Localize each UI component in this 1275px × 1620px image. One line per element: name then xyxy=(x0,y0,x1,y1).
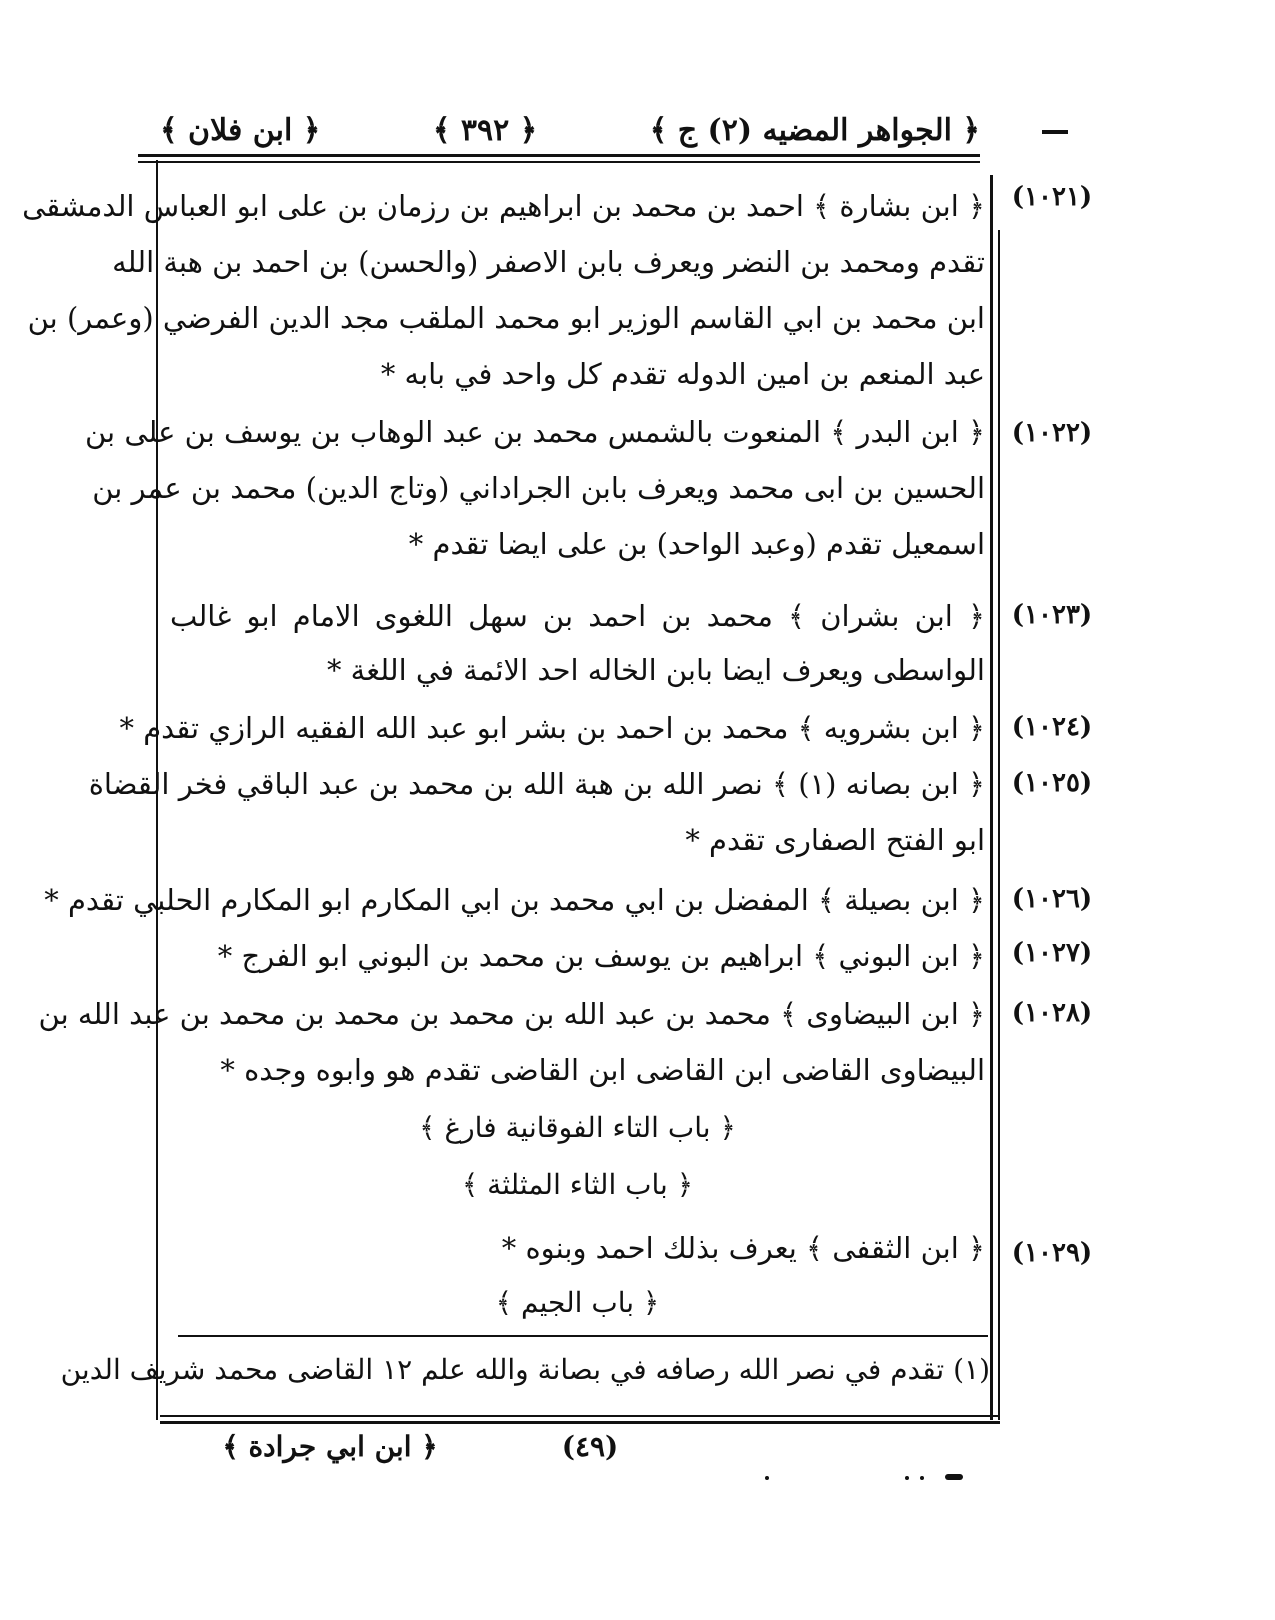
entry-number: (١٠٢٧) xyxy=(1011,938,1093,968)
entry-number: (١٠٢٢) xyxy=(1011,418,1093,448)
entry-line: ﴿ ابن الثقفى ﴾ يعرف بذلك احمد وبنوه * xyxy=(501,1231,985,1265)
entry-line: ابن محمد بن ابي القاسم الوزير ابو محمد الملقب مجد الدين الفرضي (وعمر) بن xyxy=(27,301,985,335)
corner-mark xyxy=(1042,130,1068,134)
catchword: ﴿ ابن ابي جرادة ﴾ xyxy=(222,1430,438,1463)
running-header xyxy=(160,108,980,152)
entry-line: ابو الفتح الصفارى تقدم * xyxy=(685,823,985,857)
frame-right-rule xyxy=(990,175,993,1420)
scan-speck xyxy=(945,1474,963,1480)
page-number: (٤٩) xyxy=(561,1430,619,1463)
frame-right-rule-outer xyxy=(998,230,1000,1420)
section-title: ﴿ ابن فلان ﴾ xyxy=(160,112,321,148)
frame-bottom-rule xyxy=(160,1415,1000,1417)
entry-line: اسمعيل تقدم (وعبد الواحد) بن على ايضا تقدم * xyxy=(408,527,985,561)
entry-number: (١٠٢٥) xyxy=(1011,768,1093,798)
scan-speck xyxy=(920,1476,924,1480)
entry-line: عبد المنعم بن امين الدوله تقدم كل واحد في بابه * xyxy=(380,357,985,391)
entry-line: تقدم ومحمد بن النضر ويعرف بابن الاصفر (والحسن) بن احمد بن هبة الله xyxy=(112,245,985,279)
entry-line: ﴿ ابن البدر ﴾ المنعوت بالشمس محمد بن عبد الوهاب بن يوسف بن على بن xyxy=(84,415,985,449)
entry-number: (١٠٢١) xyxy=(1011,182,1093,212)
footnote: (١) تقدم في نصر الله رصافه في بصانة والله علم ١٢ القاضى محمد شريف الدين xyxy=(60,1353,990,1386)
frame-top-rule xyxy=(138,154,980,157)
section-heading-jim: ﴿ باب الجيم ﴾ xyxy=(495,1286,660,1319)
section-heading-tha: ﴿ باب الثاء المثلثة ﴾ xyxy=(461,1168,694,1201)
page-reference: ﴿ ٣٩٢ ﴾ xyxy=(432,112,538,148)
book-title: ﴿ الجواهر المضيه (٢) ج ﴾ xyxy=(649,112,980,148)
entry-number: (١٠٢٤) xyxy=(1011,712,1093,742)
entry-line: الحسين بن ابى محمد ويعرف بابن الجراداني (وتاج الدين) محمد بن عمر بن xyxy=(92,471,985,505)
entry-line: ﴿ ابن بشارة ﴾ احمد بن محمد بن ابراهيم بن رزمان بن على ابو العباس الدمشقى xyxy=(22,189,985,223)
entry-line: ﴿ ابن بصيلة ﴾ المفضل بن ابي محمد بن ابي المكارم ابو المكارم الحلبي تقدم * xyxy=(44,883,985,917)
frame-top-rule-inner xyxy=(138,161,980,163)
entry-number: (١٠٢٣) xyxy=(1011,600,1093,630)
entry-line: ﴿ ابن بشران ﴾ محمد بن احمد بن سهل اللغوى الامام ابو غالب xyxy=(170,599,985,633)
entry-line: ﴿ ابن البوني ﴾ ابراهيم بن يوسف بن محمد بن البوني ابو الفرج * xyxy=(217,939,985,973)
scan-speck xyxy=(765,1476,769,1480)
entry-line: الواسطى ويعرف ايضا بابن الخاله احد الائمة في اللغة * xyxy=(326,653,985,687)
entry-line: ﴿ ابن البيضاوى ﴾ محمد بن عبد الله بن محمد بن محمد بن محمد بن عبد الله بن xyxy=(38,997,985,1031)
entry-line: ﴿ ابن بصانه (١) ﴾ نصر الله بن هبة الله بن محمد بن عبد الباقي فخر القضاة xyxy=(88,767,985,801)
section-heading-ta: ﴿ باب التاء الفوقانية فارغ ﴾ xyxy=(419,1111,736,1144)
entry-number: (١٠٢٩) xyxy=(1011,1238,1093,1268)
entry-line: ﴿ ابن بشرويه ﴾ محمد بن احمد بن بشر ابو عبد الله الفقيه الرازي تقدم * xyxy=(119,711,985,745)
frame-bottom-rule-outer xyxy=(160,1421,1000,1424)
entry-number: (١٠٢٨) xyxy=(1011,998,1093,1028)
footnote-rule xyxy=(178,1335,988,1337)
entry-number: (١٠٢٦) xyxy=(1011,884,1093,914)
scan-speck xyxy=(905,1476,909,1480)
entry-line: البيضاوى القاضى ابن القاضى ابن القاضى تقدم هو وابوه وجده * xyxy=(220,1053,985,1087)
